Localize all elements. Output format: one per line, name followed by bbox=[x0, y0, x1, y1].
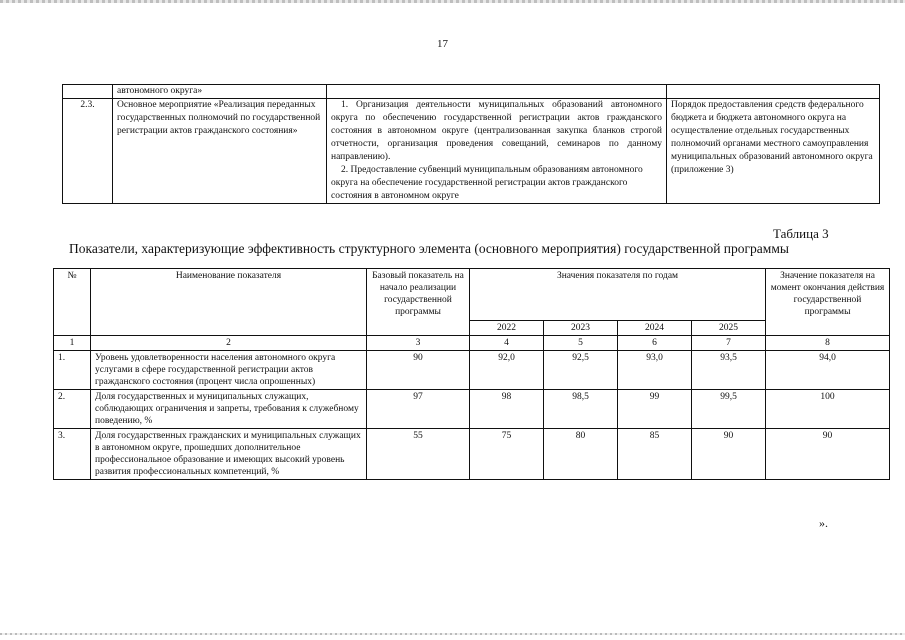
measures-continuation-table bbox=[62, 84, 880, 204]
column-index: 4 bbox=[470, 336, 544, 351]
indicator-base: 97 bbox=[367, 390, 470, 429]
indicator-2023: 98,5 bbox=[544, 390, 618, 429]
table-row bbox=[54, 390, 890, 429]
table-title: Показатели, характеризующие эффективность структурного элемента (основного мероприятия) государственной программы bbox=[69, 241, 789, 256]
measure-item-2: 2. Предоставление субвенций муниципальным образованиям автономного округа на обеспечение государственной регистрации актов гражданского состояния в автономном округе bbox=[331, 165, 643, 201]
header-by-years: Значения показателя по годам bbox=[470, 269, 766, 321]
measure-item-1: 1. Организация деятельности муниципальных образований автономного округа по обеспечению государственной регистрации актов гражданского состояния в автономном округе (централизованная закупка бланков строгой отчетности, организация проведения совещаний, семинаров по данному направлению). bbox=[331, 100, 662, 162]
page-number: 17 bbox=[437, 38, 448, 50]
indicator-name: Уровень удовлетворенности населения автономного округа услугами в сфере государственной регистрации актов гражданского состояния (процент числа опрошенных) bbox=[91, 351, 367, 390]
header-num: № bbox=[54, 269, 91, 336]
indicator-num: 1. bbox=[54, 351, 91, 390]
table-row bbox=[63, 99, 880, 204]
indicator-final: 100 bbox=[766, 390, 890, 429]
indicator-2025: 93,5 bbox=[692, 351, 766, 390]
indicator-2024: 99 bbox=[618, 390, 692, 429]
column-index: 1 bbox=[54, 336, 91, 351]
indicator-base: 90 bbox=[367, 351, 470, 390]
closing-quote: ». bbox=[819, 516, 828, 530]
procedure-cell: Порядок предоставления средств федерального бюджета и бюджета автономного округа на осуществление отдельных государственных полномочий органами местного самоуправления муниципальных образований автономного округа (приложение 3) bbox=[667, 99, 880, 204]
indicator-base: 55 bbox=[367, 429, 470, 480]
header-row bbox=[54, 269, 890, 321]
indicator-name: Доля государственных гражданских и муниципальных служащих в автономном округе, прошедших дополнительное профессиональное образование и имеющих высокий уровень развития профессиональных компетенций, % bbox=[91, 429, 367, 480]
table-row bbox=[54, 351, 890, 390]
scan-edge-top bbox=[0, 0, 905, 3]
header-name: Наименование показателя bbox=[91, 269, 367, 336]
measures-cell bbox=[327, 99, 667, 204]
indicator-num: 3. bbox=[54, 429, 91, 480]
indicators-table bbox=[53, 268, 890, 480]
indicator-2022: 75 bbox=[470, 429, 544, 480]
column-index: 6 bbox=[618, 336, 692, 351]
row-number: 2.3. bbox=[63, 99, 113, 204]
carry-over-text: автономного округа» bbox=[113, 85, 327, 99]
indicator-final: 94,0 bbox=[766, 351, 890, 390]
column-index: 5 bbox=[544, 336, 618, 351]
event-name: Основное мероприятие «Реализация переданных государственных полномочий по государственной регистрации актов гражданского состояния» bbox=[113, 99, 327, 204]
indicator-2025: 90 bbox=[692, 429, 766, 480]
table-row bbox=[63, 85, 880, 99]
indicator-2023: 92,5 bbox=[544, 351, 618, 390]
indicator-2024: 85 bbox=[618, 429, 692, 480]
column-index: 2 bbox=[91, 336, 367, 351]
year-header: 2025 bbox=[692, 321, 766, 336]
year-header: 2023 bbox=[544, 321, 618, 336]
scan-edge-bottom bbox=[0, 633, 905, 635]
indicator-2023: 80 bbox=[544, 429, 618, 480]
indicator-2025: 99,5 bbox=[692, 390, 766, 429]
column-index: 8 bbox=[766, 336, 890, 351]
indicator-name: Доля государственных и муниципальных служащих, соблюдающих ограничения и запреты, требования к служебному поведению, % bbox=[91, 390, 367, 429]
year-header: 2022 bbox=[470, 321, 544, 336]
column-index: 7 bbox=[692, 336, 766, 351]
column-index-row bbox=[54, 336, 890, 351]
header-base: Базовый показатель на начало реализации государственной программы bbox=[367, 269, 470, 336]
year-header: 2024 bbox=[618, 321, 692, 336]
column-index: 3 bbox=[367, 336, 470, 351]
header-final: Значение показателя на момент окончания действия государственной программы bbox=[766, 269, 890, 336]
indicator-2022: 98 bbox=[470, 390, 544, 429]
indicator-final: 90 bbox=[766, 429, 890, 480]
table-label: Таблица 3 bbox=[773, 226, 829, 241]
table-row bbox=[54, 429, 890, 480]
indicator-2024: 93,0 bbox=[618, 351, 692, 390]
indicator-2022: 92,0 bbox=[470, 351, 544, 390]
indicator-num: 2. bbox=[54, 390, 91, 429]
